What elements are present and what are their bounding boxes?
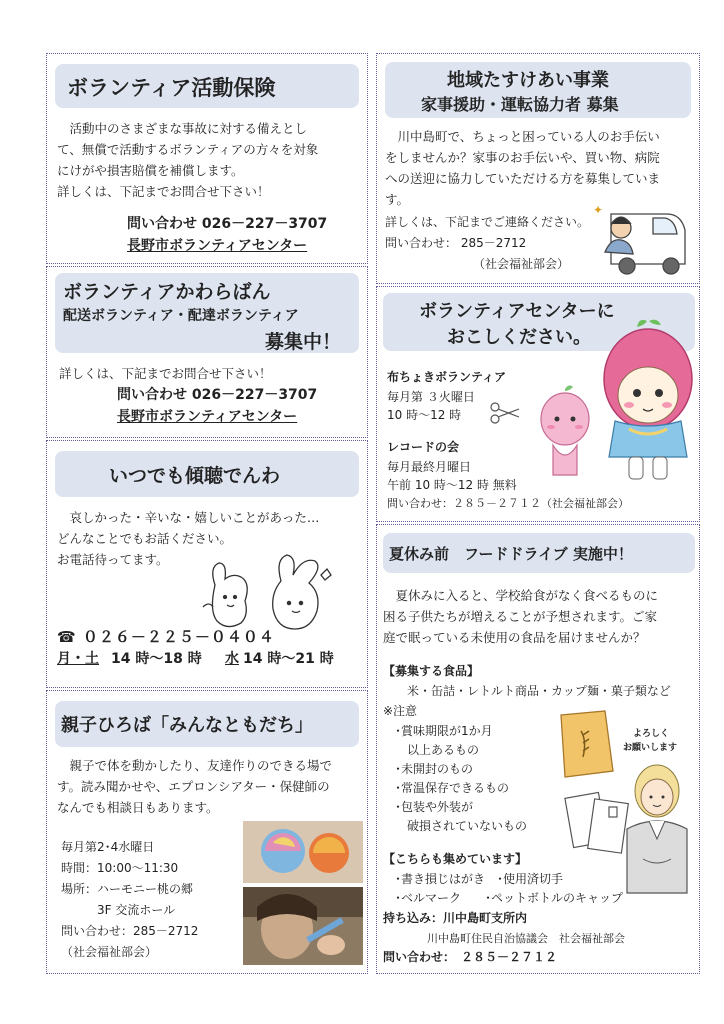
fooddrive-collect-header: 【こちらも集めています】	[383, 852, 528, 866]
insurance-contact: 問い合わせ 026－227－3707	[127, 216, 328, 232]
staff-woman-illustration	[619, 759, 693, 895]
insurance-title: ボランティア活動保険	[67, 76, 276, 100]
oyako-body-2: す。読み聞かせや、エプロンシアター・保健師の	[57, 779, 330, 794]
fooddrive-orgs: 川中島町住民自治協議会 社会福祉部会	[383, 932, 625, 945]
center-item1-line1: 毎月第 ３火曜日	[387, 390, 475, 404]
fooddrive-body-3: 庭で眠っている未使用の食品を届けませんか？	[383, 630, 646, 645]
center-title-2: おこしください。	[447, 327, 591, 348]
listening-body-3: お電話待ってます。	[57, 552, 169, 567]
fooddrive-title: 夏休み前 フードドライブ 実施中！	[389, 545, 633, 563]
oyako-detail-5: 問い合わせ：285－2712	[61, 924, 199, 938]
kawaraban-body: 詳しくは、下記までお問合せ下さい！	[59, 366, 272, 381]
mascot-small-illustration	[533, 383, 597, 487]
kawaraban-recruit: 募集中！	[265, 331, 342, 353]
fooddrive-note-3: ･未開封のもの	[383, 762, 474, 776]
fooddrive-collect-1: ･書き損じはがき ･使用済切手	[383, 872, 564, 886]
kawaraban-contact: 問い合わせ 026－227－3707	[117, 387, 318, 403]
fooddrive-foods-header: 【募集する食品】	[383, 664, 480, 678]
fooddrive-bring: 持ち込み：川中島町支所内	[383, 911, 528, 925]
rice-bag-illustration	[553, 707, 619, 779]
mascot-large-illustration	[599, 317, 697, 487]
oyako-section	[46, 690, 368, 974]
fooddrive-body-2: 困る子供たちが増えることが予想されます。ご家	[383, 609, 658, 624]
oyako-detail-4: 3F 交流ホール	[61, 903, 176, 917]
oyako-body-1: 親子で体を動かしたり、友達作りのできる場で	[57, 758, 333, 773]
fooddrive-contact: 問い合わせ： ２８５－２７１２	[383, 950, 558, 964]
tasukeai-title: 地域たすけあい事業	[447, 70, 609, 91]
fooddrive-speech-1: よろしく	[633, 729, 670, 739]
tasukeai-org: （社会福祉部会）	[473, 257, 570, 271]
listening-days-2: 水	[225, 651, 239, 667]
oyako-detail-6: （社会福祉部会）	[61, 945, 158, 959]
insurance-body-4: 詳しくは、下記までお問合せ下さい！	[57, 184, 270, 199]
tasukeai-section	[376, 53, 700, 284]
oyako-detail-1: 毎月第2･4水曜日	[61, 840, 155, 854]
center-section	[376, 286, 700, 522]
insurance-section	[46, 53, 368, 264]
oyako-body-3: なんでも相談日もあります。	[57, 800, 219, 815]
listening-body-2: どんなことでもお話ください。	[57, 531, 233, 546]
tasukeai-body-1: 川中島町で、ちょっと困っている人のお手伝い	[385, 129, 660, 144]
rabbit-characters-illustration	[197, 545, 357, 635]
oyako-title: 親子ひろば「みんなともだち」	[61, 715, 313, 736]
fooddrive-section	[376, 524, 700, 974]
center-title-1: ボランティアセンターに	[419, 301, 615, 322]
oyako-detail-3: 場所：ハーモニー桃の郷	[61, 882, 194, 896]
kawaraban-section	[46, 266, 368, 438]
listening-title: いつでも傾聴でんわ	[109, 465, 281, 487]
center-item2-line1: 毎月最終月曜日	[387, 460, 472, 474]
tasukeai-subtitle: 家事援助・運転協力者 募集	[421, 95, 619, 114]
fooddrive-note-2: 以上あるもの	[383, 743, 480, 757]
scissors-icon	[489, 401, 525, 425]
tasukeai-body-4: す。	[385, 192, 410, 207]
center-item1-line2: 10 時～12 時	[387, 408, 462, 422]
paper-craft-photo	[243, 821, 363, 883]
fooddrive-foods: 米・缶詰・レトルト商品・カップ麺・菓子類など	[383, 684, 671, 698]
fooddrive-note-4: ･常温保存できるもの	[383, 781, 510, 795]
fooddrive-speech-2: お願いします	[623, 743, 678, 753]
tasukeai-body-3: への送迎に協力していただける方を募集していま	[385, 171, 661, 186]
center-contact: 問い合わせ：２８５－２７１２（社会福祉部会）	[387, 497, 629, 510]
tasukeai-body-2: をしませんか？家事のお手伝いや、買い物、病院	[385, 150, 660, 165]
tasukeai-contact: 問い合わせ： 285－2712	[385, 236, 527, 250]
center-item2-line2: 午前 10 時～12 時 無料	[387, 478, 517, 492]
fooddrive-note-5: ･包装や外装が	[383, 800, 474, 814]
tasukeai-detail: 詳しくは、下記までご連絡ください。	[385, 215, 590, 229]
kawaraban-title: ボランティアかわらばん	[63, 281, 271, 303]
insurance-body-2: て、無償で活動するボランティアの方々を対象	[57, 142, 319, 157]
insurance-body-3: にけがや損害賠償を補償します。	[57, 163, 244, 178]
insurance-org: 長野市ボランティアセンター	[127, 238, 308, 254]
center-item1-name: 布ちょきボランティア	[387, 370, 507, 384]
listening-body-1: 哀しかった・辛いな・嬉しいことがあった…	[57, 510, 320, 525]
svg-text:✦: ✦	[593, 203, 604, 217]
oyako-detail-2: 時間：10:00～11:30	[61, 861, 179, 875]
kawaraban-subtitle: 配送ボランティア・配達ボランティア	[63, 308, 299, 324]
fooddrive-note-6: 破損されていないもの	[383, 819, 528, 833]
listening-section	[46, 440, 368, 688]
driver-van-illustration	[591, 192, 695, 278]
fooddrive-collect-2: ･ベルマーク ･ペットボトルのキャップ	[383, 891, 624, 905]
center-item2-name: レコードの会	[387, 440, 460, 454]
insurance-body-1: 活動中のさまざまな事故に対する備えとし	[57, 121, 308, 136]
fooddrive-body-1: 夏休みに入ると、学校給食がなく食べるものに	[383, 588, 659, 603]
listening-days-1: 月・土	[57, 651, 99, 667]
fooddrive-notes-header: ※注意	[383, 704, 418, 718]
listening-phone: ☎ ０２６－２２５－０４０４	[57, 628, 275, 646]
listening-hours-2: 14 時～21 時	[243, 651, 334, 667]
child-crafting-photo	[243, 887, 363, 965]
kawaraban-org: 長野市ボランティアセンター	[117, 409, 298, 425]
listening-hours-1: 14 時～18 時	[111, 651, 202, 667]
fooddrive-note-1: ･賞味期限が1か月	[383, 724, 493, 738]
